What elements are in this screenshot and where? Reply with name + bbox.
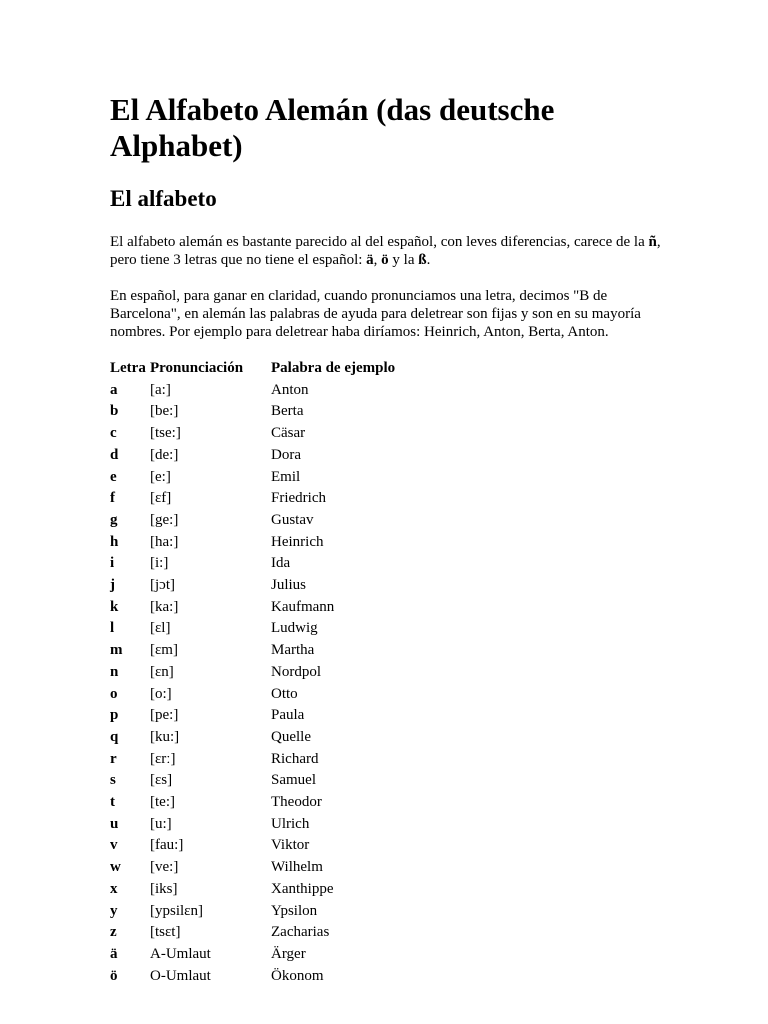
example-word-cell: Ida — [271, 555, 291, 572]
pronunciation-cell: [te:] — [150, 794, 175, 811]
example-word-cell: Otto — [271, 685, 298, 702]
pronunciation-cell: [ha:] — [150, 533, 179, 550]
table-row — [110, 467, 395, 489]
pronunciation-cell: [be:] — [150, 403, 179, 420]
table-row — [110, 770, 395, 792]
intro-text: El alfabeto alemán es bastante parecido al del español, con leves diferencias, carece de la — [110, 234, 649, 250]
table-row — [110, 705, 395, 727]
pronunciation-cell: [fau:] — [150, 837, 184, 854]
letter-cell: ö — [110, 967, 118, 984]
letter-cell: d — [110, 446, 119, 463]
example-word-cell: Ärger — [271, 945, 306, 962]
example-word-cell: Anton — [271, 381, 309, 398]
table-row — [110, 662, 395, 684]
intro-letter-a-umlaut: ä — [366, 252, 374, 268]
pronunciation-cell: [u:] — [150, 815, 172, 832]
letter-cell: p — [110, 707, 119, 724]
example-word-cell: Kaufmann — [271, 598, 335, 615]
letter-cell: l — [110, 620, 115, 637]
table-row — [110, 857, 395, 879]
table-row — [110, 423, 395, 445]
example-word-cell: Wilhelm — [271, 859, 323, 876]
table-row — [110, 966, 395, 988]
example-word-cell: Heinrich — [271, 533, 324, 550]
letter-cell: y — [110, 902, 118, 919]
letter-cell: c — [110, 425, 117, 442]
example-word-cell: Richard — [271, 750, 319, 767]
example-word-cell: Ypsilon — [271, 902, 318, 919]
example-word-cell: Emil — [271, 468, 301, 485]
pronunciation-cell: [o:] — [150, 685, 172, 702]
pronunciation-cell: [de:] — [150, 446, 179, 463]
pronunciation-cell: A-Umlaut — [150, 945, 211, 962]
letter-cell: a — [110, 381, 118, 398]
example-word-cell: Gustav — [271, 511, 314, 528]
pronunciation-cell: [ka:] — [150, 598, 179, 615]
table-row — [110, 597, 395, 619]
example-word-cell: Friedrich — [271, 490, 326, 507]
table-row — [110, 835, 395, 857]
example-word-cell: Theodor — [271, 794, 322, 811]
pronunciation-cell: O-Umlaut — [150, 967, 211, 984]
pronunciation-cell: [i:] — [150, 555, 169, 572]
example-word-cell: Martha — [271, 642, 315, 659]
letter-cell: u — [110, 815, 119, 832]
header-letter: Letra — [110, 360, 146, 376]
spelling-paragraph: En español, para ganar en claridad, cuando pronunciamos una letra, decimos "B de Barcelona", en alemán las palabras de ayuda para deletrear son fijas y son en su mayoría nombres. Por ejemplo para deletrear haba diríamos: Heinrich, Anton, Berta, Anton. — [110, 288, 641, 340]
intro-letter-eszett: ß — [418, 252, 427, 268]
intro-paragraph — [110, 233, 670, 269]
letter-cell: r — [110, 750, 117, 767]
pronunciation-cell: [tse:] — [150, 425, 181, 442]
table-row — [110, 640, 395, 662]
header-example-word: Palabra de ejemplo — [271, 360, 396, 376]
pronunciation-cell: [ɛf] — [150, 490, 172, 507]
example-word-cell: Ulrich — [271, 815, 310, 832]
table-row — [110, 380, 395, 402]
table-row — [110, 879, 395, 901]
letter-cell: s — [110, 772, 116, 789]
letter-cell: k — [110, 598, 119, 615]
pronunciation-cell: [ku:] — [150, 728, 180, 745]
pronunciation-cell: [ypsilɛn] — [150, 902, 203, 919]
letter-cell: x — [110, 880, 118, 897]
document-page — [110, 92, 670, 987]
example-word-cell: Julius — [271, 577, 307, 594]
example-word-cell: Xanthippe — [271, 880, 334, 897]
intro-letter-enye: ñ — [648, 234, 657, 250]
letter-cell: f — [110, 490, 115, 507]
table-row — [110, 792, 395, 814]
table-row — [110, 532, 395, 554]
intro-text: , pero tiene 3 letras que no tiene el español: — [110, 234, 661, 268]
pronunciation-cell: [pe:] — [150, 707, 179, 724]
alphabet-table — [110, 358, 395, 987]
example-word-cell: Berta — [271, 403, 304, 420]
letter-cell: m — [110, 642, 123, 659]
letter-cell: b — [110, 403, 119, 420]
letter-cell: g — [110, 511, 118, 528]
example-word-cell: Ludwig — [271, 620, 318, 637]
pronunciation-cell: [e:] — [150, 468, 171, 485]
letter-cell: n — [110, 663, 119, 680]
pronunciation-cell: [a:] — [150, 381, 171, 398]
letter-cell: ä — [110, 945, 118, 962]
pronunciation-cell: [ɛrː] — [150, 750, 176, 767]
example-word-cell: Paula — [271, 707, 305, 724]
table-row — [110, 488, 395, 510]
table-row — [110, 944, 395, 966]
table-row — [110, 575, 395, 597]
table-row — [110, 553, 395, 575]
letter-cell: h — [110, 533, 119, 550]
letter-cell: o — [110, 685, 118, 702]
example-word-cell: Quelle — [271, 728, 311, 745]
table-row — [110, 618, 395, 640]
table-row — [110, 684, 395, 706]
pronunciation-cell: [iks] — [150, 880, 178, 897]
table-row — [110, 814, 395, 836]
letter-cell: e — [110, 468, 117, 485]
intro-text: , — [373, 252, 382, 268]
example-word-cell: Nordpol — [271, 663, 321, 680]
intro-text: y la — [388, 252, 419, 268]
table-row — [110, 749, 395, 771]
pronunciation-cell: [ɛl] — [150, 620, 171, 637]
table-header-row — [110, 358, 395, 380]
header-pronunciation: Pronunciación — [150, 360, 244, 376]
example-word-cell: Ökonom — [271, 967, 324, 984]
alphabet-table-body — [110, 380, 395, 988]
page-title: El Alfabeto Alemán (das deutsche Alphabet) — [110, 92, 555, 163]
pronunciation-cell: [ɛm] — [150, 642, 178, 659]
intro-letter-o-umlaut: ö — [381, 252, 389, 268]
example-word-cell: Zacharias — [271, 924, 330, 941]
intro-text: . — [426, 252, 431, 268]
pronunciation-cell: [ɛs] — [150, 772, 173, 789]
pronunciation-cell: [tsɛt] — [150, 924, 181, 941]
letter-cell: i — [110, 555, 115, 572]
table-row — [110, 922, 395, 944]
pronunciation-cell: [jɔt] — [150, 577, 175, 594]
example-word-cell: Dora — [271, 446, 301, 463]
letter-cell: j — [110, 577, 115, 594]
table-row — [110, 510, 395, 532]
table-row — [110, 401, 395, 423]
pronunciation-cell: [ge:] — [150, 511, 179, 528]
letter-cell: t — [110, 794, 115, 811]
example-word-cell: Samuel — [271, 772, 316, 789]
pronunciation-cell: [ve:] — [150, 859, 179, 876]
letter-cell: z — [110, 924, 117, 941]
table-row — [110, 445, 395, 467]
example-word-cell: Cäsar — [271, 425, 306, 442]
pronunciation-cell: [ɛn] — [150, 663, 174, 680]
letter-cell: w — [110, 859, 121, 876]
letter-cell: v — [110, 837, 118, 854]
section-heading: El alfabeto — [110, 186, 217, 211]
letter-cell: q — [110, 728, 119, 745]
table-row — [110, 901, 395, 923]
table-row — [110, 727, 395, 749]
example-word-cell: Viktor — [271, 837, 310, 854]
